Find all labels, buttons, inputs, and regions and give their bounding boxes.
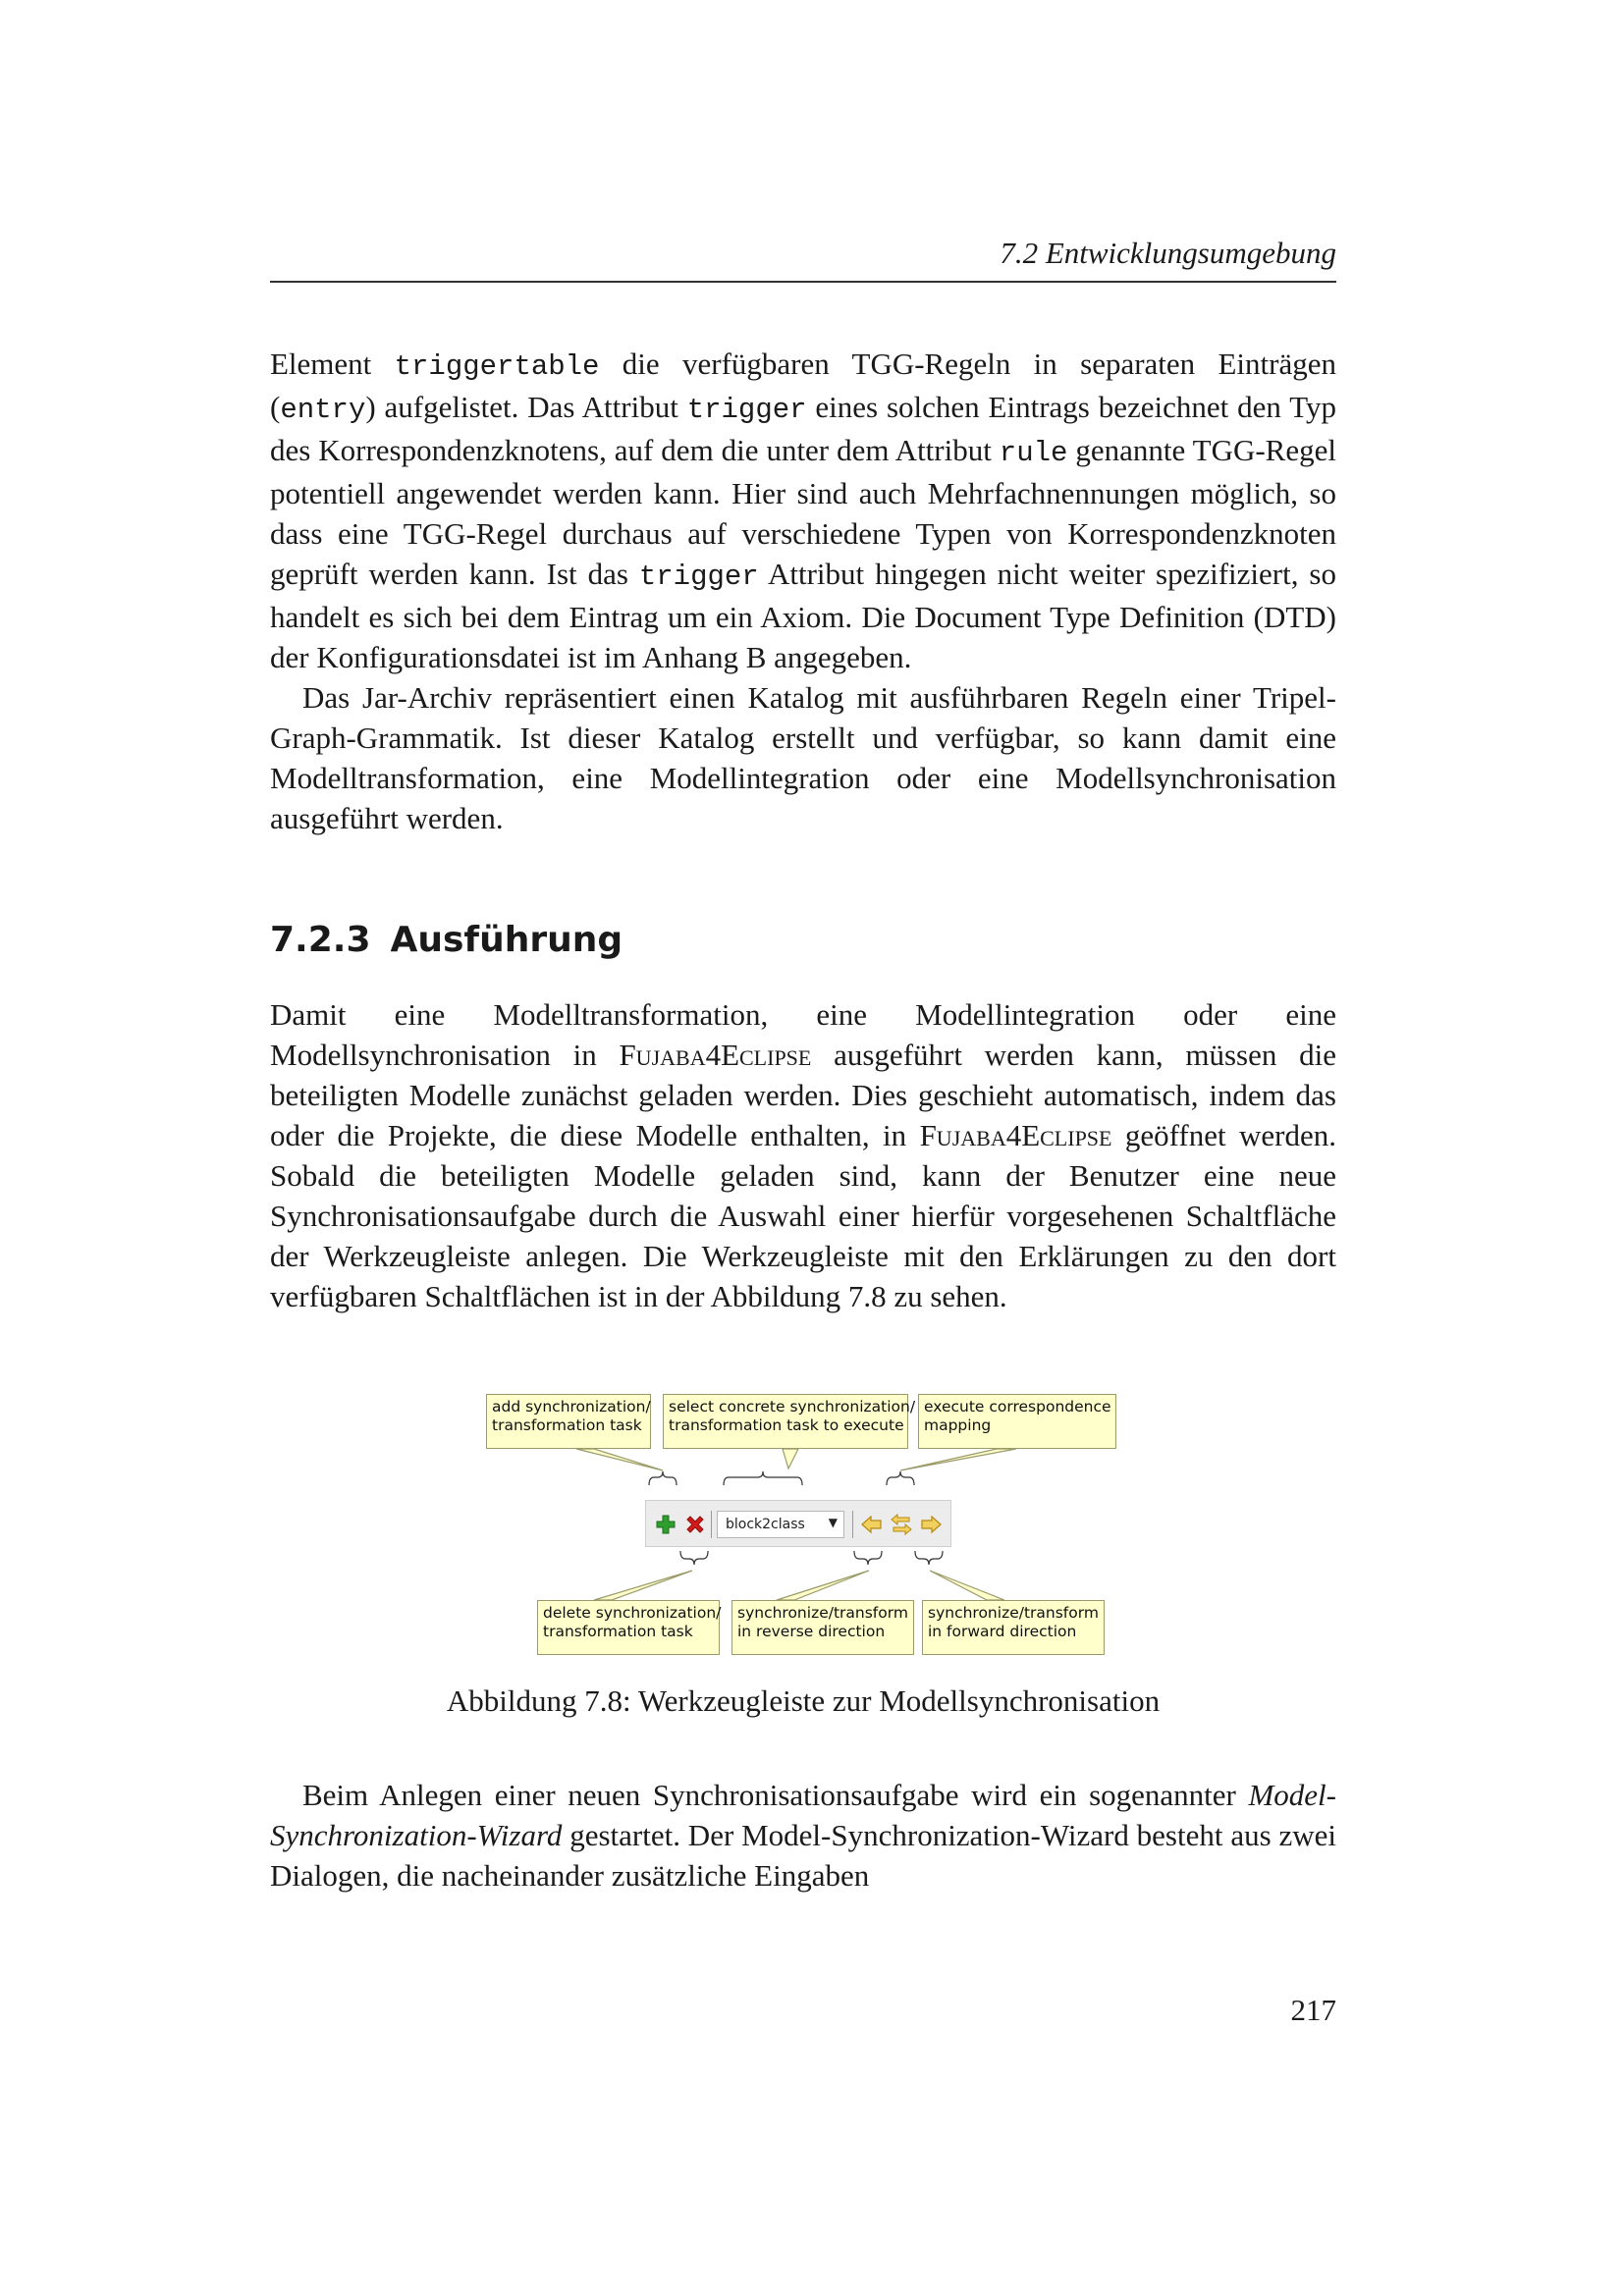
callout-add-line2: transformation task	[492, 1416, 642, 1434]
sync-toolbar	[645, 1500, 951, 1547]
callout-execute	[918, 1394, 1116, 1449]
paragraph-4	[270, 1775, 1336, 1896]
arrow-left-icon[interactable]	[860, 1513, 884, 1536]
text-run: Attribut hingegen nicht weiter spezifiziert, so handelt es sich bei dem Eintrag um ein Axiom. Die Document Type Definition (DTD) der Konfigurationsdatei ist im Anhang B angegeben.	[270, 557, 1336, 674]
product-name: Fujaba4Eclipse	[619, 1038, 812, 1072]
text-run: geöffnet werden. Sobald die beteiligten Modelle geladen sind, kann der Benutzer eine neue Synchronisationsaufgabe durch die Auswahl einer hierfür vorgesehenen Schaltfläche der Werkzeugleiste anlegen. Die Werkzeugleiste mit den Erklärungen zu den dort verfügbaren Schaltflächen ist in der Abbildung 7.8 zu sehen.	[270, 1118, 1336, 1313]
callout-reverse	[731, 1600, 914, 1655]
body-text-middle	[270, 994, 1336, 1316]
body-text-top	[270, 344, 1336, 838]
brace-delete	[680, 1551, 708, 1565]
text-run: die verfügbaren TGG-Regeln in separaten Einträgen (	[270, 347, 1336, 424]
paragraph-2: Das Jar-Archiv repräsentiert einen Katalog mit ausführbaren Regeln einer Tripel-Graph-Grammatik. Ist dieser Katalog erstellt und verfügbar, so kann damit eine Modelltransformation, eine Modellintegration oder eine Modellsynchronisation ausgeführt werden.	[270, 680, 1336, 835]
text-run: gestartet. Der Model-Synchronization-Wizard besteht aus zwei Dialogen, die nacheinander zusätzliche Eingaben	[270, 1818, 1336, 1893]
code-trigger: trigger	[638, 561, 759, 593]
callout-delete-line2: transformation task	[543, 1623, 693, 1640]
text-run: ausgeführt werden kann, müssen die beteiligten Modelle zunächst geladen werden. Dies geschieht automatisch, indem das oder die Projekte, die diese Modelle enthalten, in	[270, 1038, 1336, 1152]
text-run: ) aufgelistet. Das Attribut	[365, 390, 687, 424]
figure-caption: Abbildung 7.8: Werkzeugleiste zur Modellsynchronisation	[446, 1683, 1161, 1718]
paragraph-3	[270, 994, 1336, 1316]
callout-forward-line2: in forward direction	[928, 1623, 1077, 1640]
code-trigger: trigger	[686, 394, 807, 426]
callout-execute-line2: mapping	[924, 1416, 992, 1434]
toolbar-separator	[852, 1511, 853, 1538]
callout-reverse-line2: in reverse direction	[737, 1623, 886, 1640]
section-number: 7.2.3	[270, 920, 371, 960]
body-text-bottom	[270, 1775, 1336, 1896]
text-run: Damit eine Modelltransformation, eine Modellintegration oder eine Modellsynchronisation in	[270, 997, 1336, 1072]
callout-execute-line1: execute correspondence	[924, 1398, 1111, 1415]
brace-add	[649, 1471, 677, 1485]
task-select-combo[interactable]	[717, 1511, 844, 1538]
product-name: Fujaba4Eclipse	[919, 1118, 1112, 1152]
pointer-forward	[930, 1571, 1004, 1600]
brace-forward	[915, 1551, 943, 1565]
paragraph-1	[270, 344, 1336, 677]
page-number: 217	[1290, 1993, 1336, 2027]
callout-reverse-line1: synchronize/transform	[737, 1604, 908, 1622]
chevron-down-icon: ▼	[828, 1516, 838, 1529]
pointer-execute	[900, 1449, 1016, 1470]
text-run: Element	[270, 347, 395, 381]
code-entry: entry	[280, 394, 366, 426]
code-rule: rule	[999, 437, 1068, 469]
callout-add-line1: add synchronization/	[492, 1398, 651, 1415]
text-run: Beim Anlegen einer neuen Synchronisationsaufgabe wird ein sogenannter	[302, 1778, 1249, 1812]
pointer-select	[783, 1449, 798, 1468]
section-heading	[270, 920, 1336, 960]
callout-delete	[537, 1600, 720, 1655]
text-run: genannte TGG-Regel potentiell angewendet werden kann. Hier sind auch Mehrfachnennungen möglich, so dass eine TGG-Regel durchaus auf verschiedene Typen von Korrespondenzknoten geprüft werden kann. Ist das	[270, 433, 1336, 591]
running-header	[270, 232, 1336, 283]
brace-execute	[887, 1471, 914, 1485]
arrows-bidirectional-icon[interactable]	[890, 1513, 913, 1536]
add-icon[interactable]	[654, 1513, 677, 1536]
text-run: eines solchen Eintrags bezeichnet den Typ des Korrespondenzknotens, auf dem die unter dem Attribut	[270, 390, 1336, 467]
figure-toolbar	[486, 1394, 1124, 1655]
code-triggertable: triggertable	[394, 350, 600, 383]
pointer-delete	[594, 1571, 692, 1600]
pointer-reverse	[777, 1571, 869, 1600]
pointer-add	[576, 1449, 663, 1470]
callout-select-line1: select concrete synchronization/	[669, 1398, 916, 1415]
delete-icon[interactable]	[683, 1513, 707, 1536]
combo-value: block2class	[726, 1517, 805, 1532]
brace-reverse	[854, 1551, 882, 1565]
running-title: 7.2 Entwicklungsumgebung	[1000, 236, 1336, 270]
callout-add	[486, 1394, 651, 1449]
callout-forward-line1: synchronize/transform	[928, 1604, 1099, 1622]
callout-select	[663, 1394, 916, 1449]
callout-forward	[922, 1600, 1105, 1655]
callout-select-line2: transformation task to execute	[669, 1416, 904, 1434]
section-title: Ausführung	[390, 920, 623, 960]
callout-delete-line1: delete synchronization/	[543, 1604, 722, 1622]
emphasis-term: Model-Synchronization-Wizard	[270, 1778, 1336, 1852]
arrow-right-icon[interactable]	[919, 1513, 943, 1536]
brace-select	[724, 1471, 802, 1485]
toolbar-separator	[711, 1511, 712, 1538]
